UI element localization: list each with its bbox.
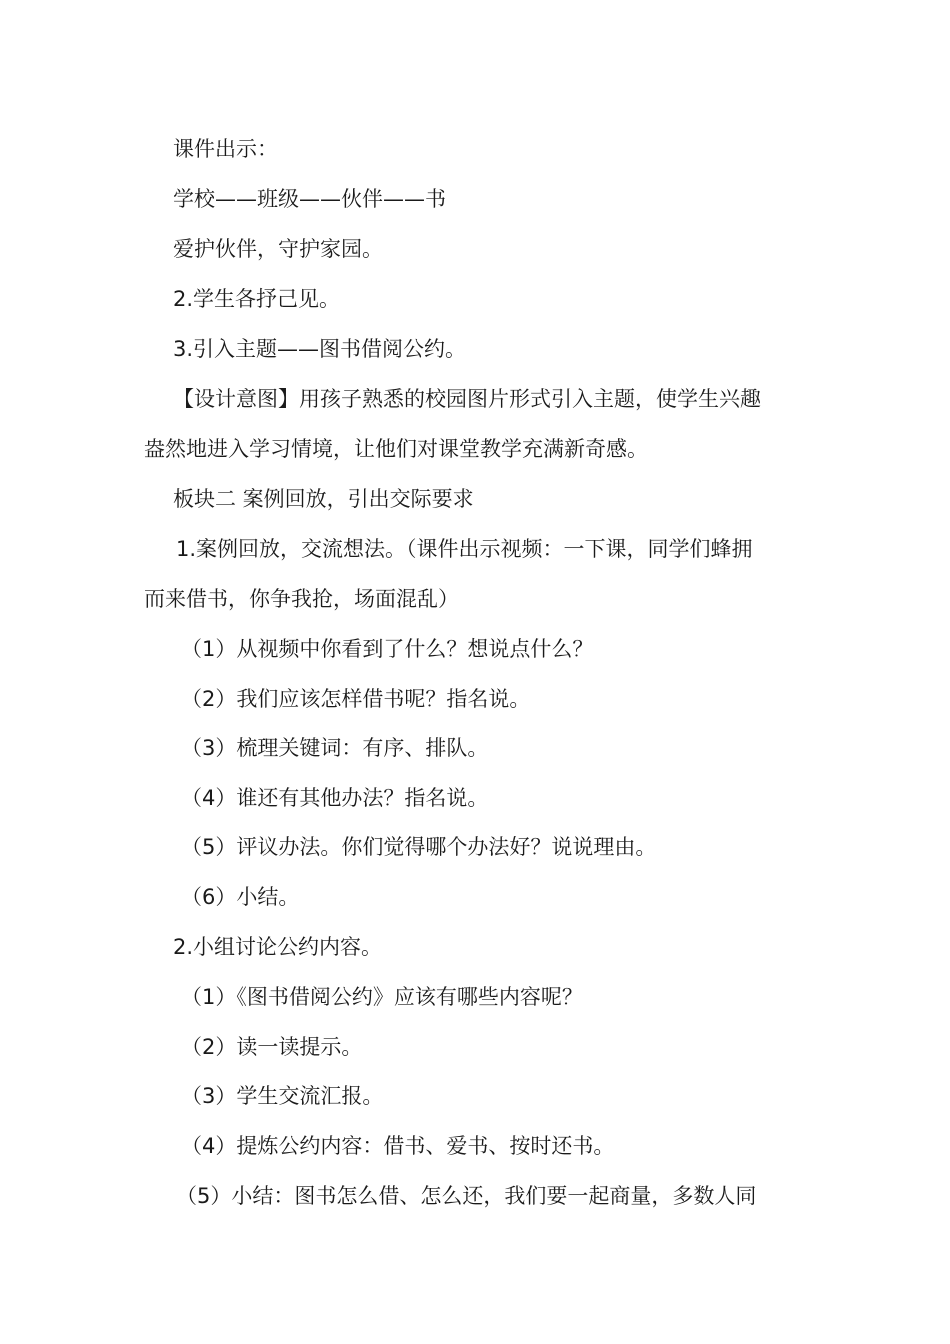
list-item: （4）提炼公约内容：借书、爱书、按时还书。 — [181, 1134, 615, 1158]
list-item: （6）小结。 — [181, 885, 300, 909]
text-line: 2.学生各抒己见。 — [173, 287, 341, 311]
list-item: （5）小结：图书怎么借、怎么还，我们要一起商量，多数人同 — [176, 1184, 757, 1208]
text-line: 而来借书，你争我抢，场面混乱） — [144, 587, 459, 611]
list-item: （2）我们应该怎样借书呢？指名说。 — [181, 687, 531, 711]
text-line: 2.小组讨论公约内容。 — [173, 935, 383, 959]
list-item: （1）《图书借阅公约》应该有哪些内容呢？ — [181, 985, 583, 1009]
text-line: 学校——班级——伙伴——书 — [173, 187, 446, 211]
list-item: （3）梳理关键词：有序、排队。 — [181, 736, 489, 760]
section-heading: 板块二 案例回放，引出交际要求 — [173, 487, 474, 511]
list-item: （3）学生交流汇报。 — [181, 1084, 384, 1108]
text-line: 1.案例回放，交流想法。（课件出示视频：一下课，同学们蜂拥 — [176, 537, 753, 561]
list-item: （4）谁还有其他办法？指名说。 — [181, 786, 489, 810]
list-item: （5）评议办法。你们觉得哪个办法好？说说理由。 — [181, 835, 657, 859]
text-line: 课件出示： — [173, 137, 278, 161]
text-line: 盎然地进入学习情境，让他们对课堂教学充满新奇感。 — [144, 437, 648, 461]
list-item: （2）读一读提示。 — [181, 1035, 363, 1059]
text-line: 3.引入主题——图书借阅公约。 — [173, 337, 467, 361]
text-line: 【设计意图】用孩子熟悉的校园图片形式引入主题，使学生兴趣 — [173, 387, 761, 411]
list-item: （1）从视频中你看到了什么？想说点什么？ — [181, 637, 594, 661]
text-line: 爱护伙伴，守护家园。 — [173, 237, 383, 261]
